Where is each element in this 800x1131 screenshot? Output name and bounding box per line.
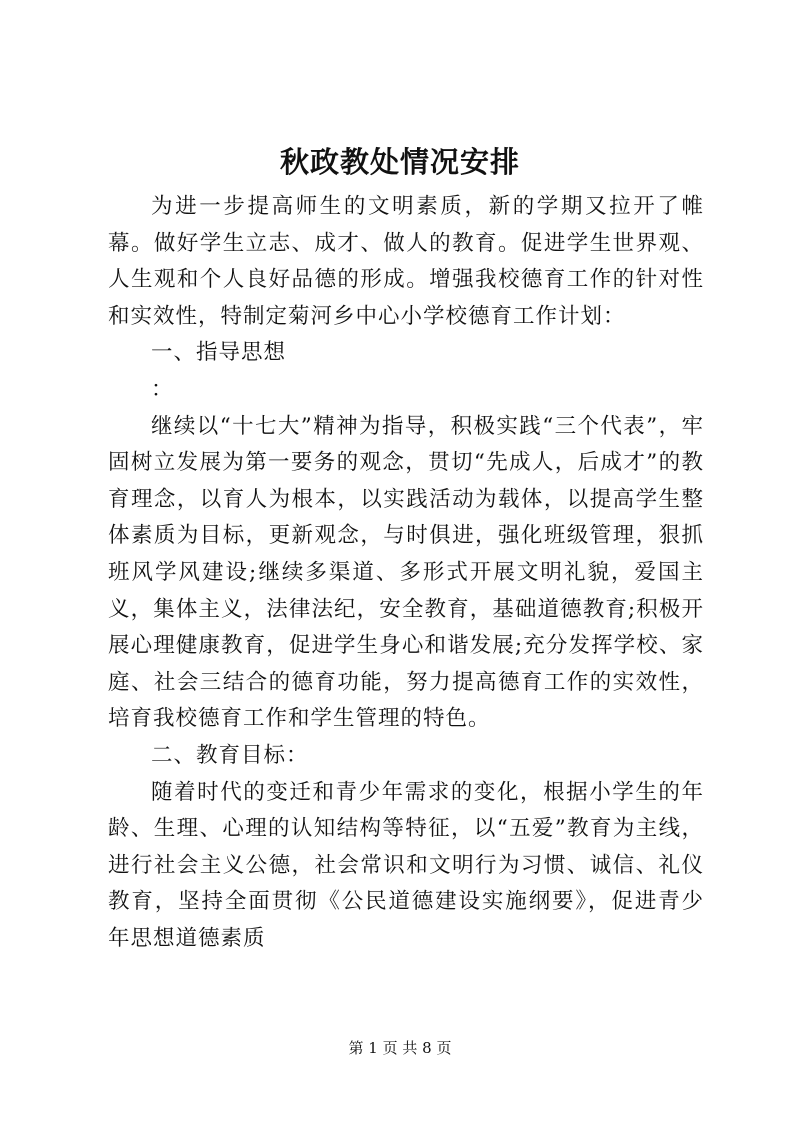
paragraph-intro: 为进一步提高师生的文明素质，新的学期又拉开了帷幕。做好学生立志、成才、做人的教育。促进学生世界观、人生观和个人良好品德的形成。增强我校德育工作的针对性和实效性，特制定菊河乡中心小学校德育工作计划：: [108, 194, 704, 329]
paragraph-education-goals: 随着时代的变迁和青少年需求的变化，根据小学生的年龄、生理、心理的认知结构等特征，以“五爱”教育为主线，进行社会主义公德，社会常识和文明行为习惯、诚信、礼仪教育，坚持全面贯彻《公民道德建设实施纲要》，促进青少年思想道德素质: [108, 779, 704, 951]
paragraph-guiding-thought: 继续以“十七大”精神为指导，积极实践“三个代表”，牢固树立发展为第一要务的观念，贯切“先成人，后成才”的教育理念，以育人为根本，以实践活动为载体，以提高学生整体素质为目标，更新观念，与时俱进，强化班级管理，狠抓班风学风建设;继续多渠道、多形式开展文明礼貌，爱国主义，集体主义，法律法纪，安全教育，基础道德教育;积极开展心理健康教育，促进学生身心和谐发展;充分发挥学校、家庭、社会三结合的德育功能，努力提高德育工作的实效性，培育我校德育工作和学生管理的特色。: [108, 413, 704, 732]
document-body: [108, 189, 704, 957]
section-heading-education-goals: 二、教育目标：: [151, 742, 309, 768]
paragraph-colon: ：: [151, 376, 174, 402]
document-title: 秋政教处情况安排: [279, 145, 520, 179]
section-heading-guiding-thought: 一、指导思想: [151, 340, 287, 366]
page-footer: 第 1 页 共 8 页: [348, 1039, 452, 1057]
